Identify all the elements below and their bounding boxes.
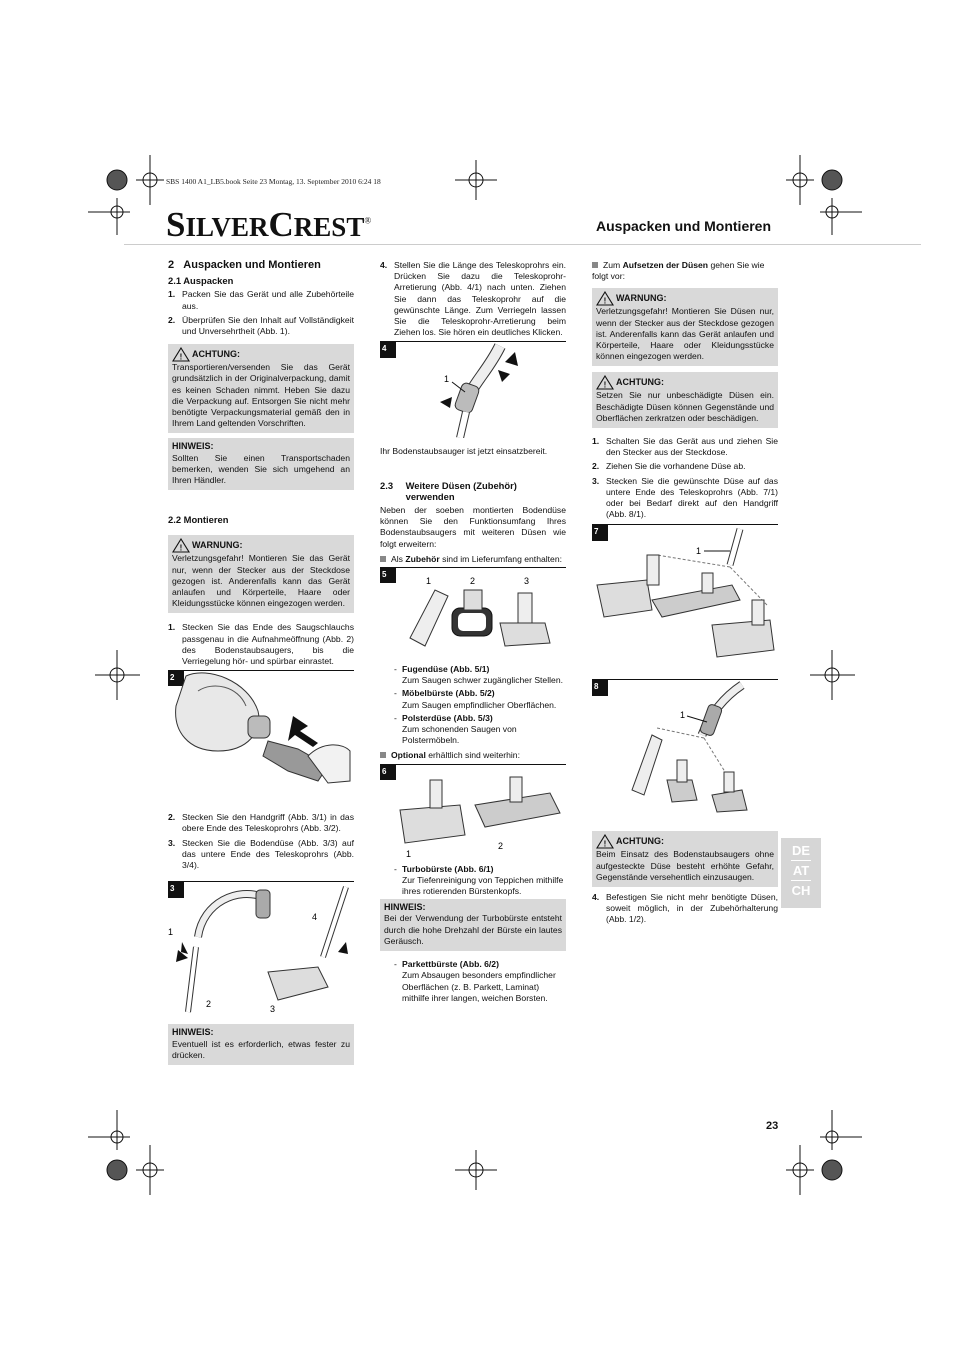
list-item: - Polsterdüse (Abb. 5/3) Zum schonenden Saugen von Polstermöbeln. bbox=[380, 713, 566, 747]
figure-number: 4 bbox=[380, 342, 396, 357]
subsection-weitere-duesen: 2.3 Weitere Düsen (Zubehör) verwenden bbox=[380, 479, 517, 502]
nozzles-on-tube-illustration bbox=[592, 525, 778, 677]
page-number: 23 bbox=[766, 1120, 779, 1132]
figure-label: 1 bbox=[696, 546, 702, 557]
achtung-box: ! ACHTUNG: Setzen Sie nur unbeschädigte Düsen ein. Beschädigte Düsen können Gegenstände und Oberflächen zerkratzen oder beschädigen. bbox=[592, 372, 778, 428]
figure-label: 2 bbox=[206, 999, 212, 1010]
optional-brushes-illustration bbox=[380, 765, 566, 860]
header-rule bbox=[124, 244, 921, 245]
list-item: 2. Ziehen Sie die vorhandene Düse ab. bbox=[592, 461, 746, 472]
hinweis-box: HINWEIS: Bei der Verwendung der Turbobürste entsteht durch die hohe Drehzahl der Bürste ein lautes Geräusch. bbox=[380, 899, 566, 951]
hinweis-box: HINWEIS: Sollten Sie einen Transportschaden bemerken, wenden Sie sich umgehend an Ihren Händler. bbox=[168, 438, 354, 490]
brand-logo: SILVERCREST® bbox=[166, 205, 372, 244]
figure-label: 1 bbox=[426, 576, 432, 587]
list-item: 2. Stecken Sie den Handgriff (Abb. 3/1) in das obere Ende des Teleskoprohrs (Abb. 3/2). bbox=[168, 812, 354, 834]
svg-text:!: ! bbox=[603, 839, 607, 849]
bullet-aufsetzen: Zum Aufsetzen der Düsen gehen Sie wie folgt vor: bbox=[592, 260, 765, 282]
warnung-box: ! WARNUNG: Verletzungsgefahr! Montieren Sie Düsen nur, wenn der Stecker aus der Steckdose gezogen ist. Anderenfalls kann das Gerät anlaufen und Körperteile, Haare oder Kleidungsstücke können eingezogen werden. bbox=[592, 288, 778, 366]
steps-list bbox=[380, 260, 566, 338]
figure-label: 2 bbox=[498, 840, 504, 851]
hinweis-box: HINWEIS: Eventuell ist es erforderlich, etwas fester zu drücken. bbox=[168, 1024, 354, 1065]
list-item: 1. Schalten Sie das Gerät aus und ziehen Sie den Stecker aus der Steckdose. bbox=[592, 436, 778, 458]
figure-7 bbox=[592, 524, 778, 677]
intro-text: Neben der soeben montierten Bodendüse können Sie den Funktionsumfang Ihres Bodenstaubsaugers mit weiteren Düsen wie folgt erweitern: bbox=[380, 505, 566, 549]
column-3 bbox=[592, 260, 778, 929]
list-item: - Möbelbürste (Abb. 5/2) Zum Saugen empfindlicher Oberflächen. bbox=[380, 688, 566, 710]
list-item: 2. Überprüfen Sie den Inhalt auf Vollständigkeit und Unversehrtheit (Abb. 1). bbox=[168, 314, 354, 337]
bullet-zubehoer: Als Zubehör sind im Lieferumfang enthalten: bbox=[380, 554, 566, 565]
list-item: 3. Stecken Sie die Bodendüse (Abb. 3/3) auf das untere Ende des Teleskoprohrs (Abb. 3/4). bbox=[168, 837, 354, 871]
bullet-optional: Optional erhältlich sind weiterhin: bbox=[380, 750, 566, 761]
figure-number: 8 bbox=[592, 680, 608, 695]
figure-label: 3 bbox=[524, 576, 530, 587]
svg-text:!: ! bbox=[179, 352, 183, 362]
figure-number: 5 bbox=[380, 568, 396, 583]
figure-label: 3 bbox=[270, 1004, 276, 1015]
figure-number: 6 bbox=[380, 765, 396, 780]
figure-number: 3 bbox=[168, 882, 184, 897]
figure-label: 1 bbox=[444, 374, 450, 385]
figure-6 bbox=[380, 764, 566, 860]
list-item: - Parkettbürste (Abb. 6/2) Zum Absaugen besonders empfindlicher Oberflächen (z. B. Parkett, Laminat) mithilfe ihrer langen, weichen Borsten. bbox=[380, 959, 566, 1004]
lang-code: AT bbox=[791, 861, 811, 881]
figure-label: 4 bbox=[312, 912, 318, 923]
header-title: Auspacken und Montieren bbox=[596, 218, 772, 234]
svg-text:!: ! bbox=[603, 380, 607, 390]
steps-list bbox=[592, 892, 778, 926]
lang-code: CH bbox=[791, 883, 811, 898]
column-2 bbox=[380, 260, 566, 1006]
telescope-lock-illustration bbox=[380, 342, 566, 438]
vacuum-hose-illustration bbox=[168, 671, 354, 806]
figure-number: 2 bbox=[168, 671, 184, 686]
column-1 bbox=[168, 260, 354, 1065]
handle-tube-nozzle-illustration bbox=[168, 882, 354, 1020]
svg-text:!: ! bbox=[179, 543, 183, 553]
subsection-auspacken: 2.1 Auspacken bbox=[168, 275, 234, 287]
list-item: - Turbobürste (Abb. 6/1) Zur Tiefenreinigung von Teppichen mithilfe ihres rotierenden Bürstenkopfs. bbox=[380, 864, 566, 898]
figure-label: 1 bbox=[168, 927, 174, 938]
accessory-list bbox=[380, 664, 566, 746]
accessories-illustration bbox=[380, 568, 566, 658]
language-tab bbox=[781, 838, 821, 908]
steps-list bbox=[168, 289, 354, 337]
list-item: 1. Packen Sie das Gerät und alle Zubehörteile aus. bbox=[168, 289, 354, 311]
warnung-box: ! WARNUNG: Verletzungsgefahr! Montieren Sie das Gerät nur, wenn der Stecker aus der Steckdose gezogen ist. Anderenfalls kann das Gerät anlaufen und Körperteile, Haare oder Kleidungsstücke können eingezogen werden. bbox=[168, 535, 354, 613]
list-item: 1. Stecken Sie das Ende des Saugschlauchs passgenau in die Aufnahmeöffnung (Abb. 2) des Bodenstaubsaugers, bis die Verriegelung hör- und spürbar einrastet. bbox=[168, 622, 354, 667]
figure-3 bbox=[168, 881, 354, 1020]
list-item: 4. Stellen Sie die Länge des Teleskoprohrs ein. Drücken Sie dazu die Teleskoprohr-Arretierung (Abb. 4/1) nach unten. Ziehen Sie dann das Teleskoprohr auf die gewünschte Länge. Zum Verriegeln lassen Sie die Teleskoprohr-Arretierung beim Ziehen los. Sie hören ein deutliches Klicken. bbox=[380, 260, 566, 338]
list-item: 4. Befestigen Sie nicht mehr benötigte Düsen, soweit möglich, in der Zubehörhalterung (Abb. 1/2). bbox=[592, 892, 778, 925]
figure-8 bbox=[592, 679, 778, 830]
steps-list bbox=[168, 622, 354, 667]
figure-number: 7 bbox=[592, 525, 608, 540]
figure-label: 1 bbox=[406, 848, 412, 859]
warning-icon bbox=[596, 291, 614, 306]
figure-4 bbox=[380, 341, 566, 438]
figure-5 bbox=[380, 567, 566, 658]
warning-icon bbox=[596, 834, 614, 849]
lang-code: DE bbox=[791, 841, 811, 861]
nozzles-on-handle-illustration bbox=[592, 680, 778, 830]
steps-list bbox=[592, 436, 778, 520]
svg-text:!: ! bbox=[603, 296, 607, 306]
figure-label: 1 bbox=[680, 710, 686, 721]
achtung-box: ! ACHTUNG: Beim Einsatz des Bodenstaubsaugers ohne aufgesteckte Düse besteht erhöhte Gefahr, Gegenstände versehentlich einzusaugen. bbox=[592, 831, 778, 887]
achtung-box: ! ACHTUNG: Transportieren/versenden Sie das Gerät grundsätzlich in der Originalverpackung, damit es keinen Schaden nimmt. Heben Sie dazu die Verpackung auf. Entsorgen Sie nicht mehr benötigte Verpackungsmaterial gemäß den in Ihrem Land geltenden Vorschriften. bbox=[168, 344, 354, 433]
turbo-list bbox=[380, 864, 566, 898]
ready-text: Ihr Bodenstaubsauger ist jetzt einsatzbereit. bbox=[380, 446, 548, 457]
figure-label: 2 bbox=[470, 576, 476, 587]
section-heading: 2 Auspacken und Montieren bbox=[168, 259, 321, 271]
parkett-list bbox=[380, 959, 566, 1004]
list-item: 3. Stecken Sie die gewünschte Düse auf das untere Ende des Teleskoprohrs (Abb. 7/1) oder bei Bedarf direkt auf den Handgriff (Abb. 8/1). bbox=[592, 475, 778, 520]
print-slug: SBS 1400 A1_LB5.book Seite 23 Montag, 13. September 2010 6:24 18 bbox=[166, 177, 381, 186]
warning-icon bbox=[172, 347, 190, 362]
subsection-montieren: 2.2 Montieren bbox=[168, 514, 229, 526]
warning-icon bbox=[172, 538, 190, 553]
figure-2 bbox=[168, 670, 354, 806]
warning-icon bbox=[596, 375, 614, 390]
list-item: - Fugendüse (Abb. 5/1) Zum Saugen schwer zugänglicher Stellen. bbox=[380, 664, 566, 686]
steps-list bbox=[168, 812, 354, 871]
